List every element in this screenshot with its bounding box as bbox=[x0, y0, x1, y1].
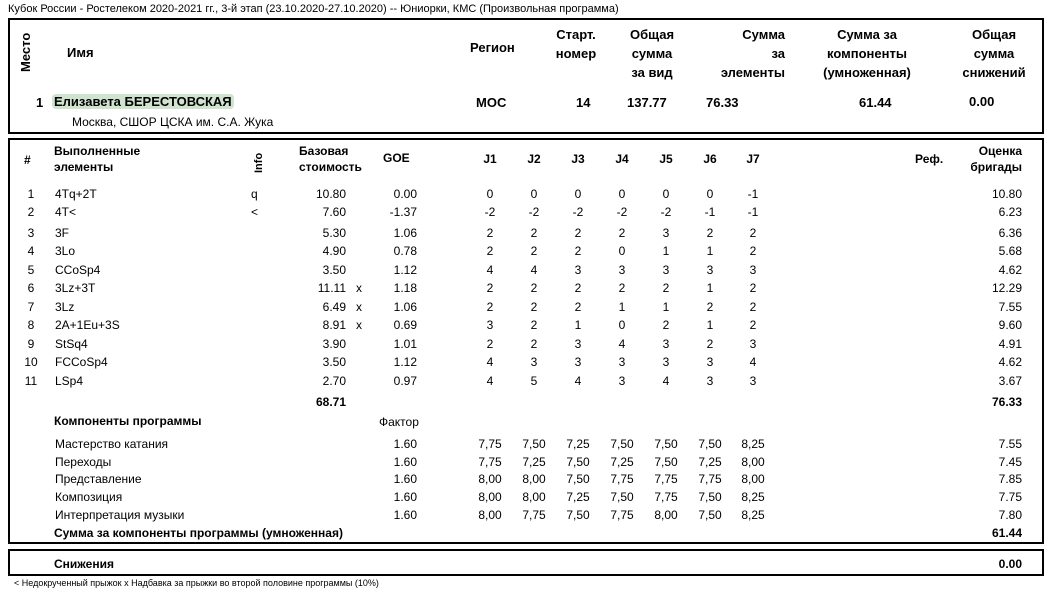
element-judge-2: 2 bbox=[530, 281, 538, 295]
element-code: 3Lo bbox=[55, 244, 76, 258]
component-judge-6: 7,75 bbox=[698, 472, 722, 486]
element-judge-3: 2 bbox=[574, 226, 582, 240]
component-judge-4: 7,50 bbox=[610, 490, 634, 504]
skater-elements-total: 76.33 bbox=[706, 95, 739, 110]
comp-header-line-2: компоненты bbox=[827, 46, 907, 61]
element-score: 4.62 bbox=[998, 355, 1022, 369]
element-base-value: 3.50 bbox=[322, 355, 346, 369]
element-number: 4 bbox=[27, 244, 35, 258]
element-judge-7: 3 bbox=[749, 337, 757, 351]
elem-header-line-3: элементы bbox=[720, 65, 785, 80]
element-goe: 1.12 bbox=[393, 355, 417, 369]
element-judge-6: 1 bbox=[706, 244, 714, 258]
elem-header-line-1: Сумма bbox=[742, 27, 785, 42]
element-number: 7 bbox=[27, 300, 35, 314]
element-judge-1: 2 bbox=[486, 281, 494, 295]
element-judge-3: 2 bbox=[574, 300, 582, 314]
component-judge-5: 7,75 bbox=[654, 490, 678, 504]
element-code: CCoSp4 bbox=[55, 263, 101, 277]
total-header-line-1: Общая bbox=[629, 27, 675, 42]
comp-header-line-1: Сумма за bbox=[837, 27, 897, 42]
element-judge-3: 2 bbox=[574, 281, 582, 295]
component-judge-5: 7,75 bbox=[654, 472, 678, 486]
element-judge-5: 0 bbox=[662, 187, 670, 201]
element-judge-5: -2 bbox=[660, 205, 672, 219]
element-row bbox=[0, 261, 1052, 279]
element-number: 6 bbox=[27, 281, 35, 295]
element-judge-3: 0 bbox=[574, 187, 582, 201]
component-judge-4: 7,25 bbox=[610, 455, 634, 469]
element-number: 8 bbox=[27, 318, 35, 332]
factor-label: Фактор bbox=[379, 415, 419, 429]
element-goe: 0.69 bbox=[393, 318, 417, 332]
element-base-value: 11.11 bbox=[317, 281, 346, 295]
judge-header-2: J2 bbox=[527, 152, 541, 166]
element-number: 2 bbox=[27, 205, 35, 219]
judge-header-7: J7 bbox=[746, 152, 760, 166]
component-judge-6: 7,50 bbox=[698, 508, 722, 522]
judge-header-5: J5 bbox=[659, 152, 673, 166]
element-base-value: 5.30 bbox=[322, 226, 346, 240]
element-goe: 1.12 bbox=[393, 263, 417, 277]
ded-header-line-2: сумма bbox=[973, 46, 1015, 61]
element-score: 6.23 bbox=[998, 205, 1022, 219]
element-judge-6: 2 bbox=[706, 226, 714, 240]
judge-header-3: J3 bbox=[571, 152, 585, 166]
element-code: 4T< bbox=[55, 205, 77, 219]
skater-first-name: Елизавета bbox=[54, 94, 121, 109]
component-judge-7: 8,25 bbox=[741, 508, 765, 522]
component-row bbox=[0, 435, 1052, 453]
element-base-value: 4.90 bbox=[322, 244, 346, 258]
element-goe: 0.78 bbox=[393, 244, 417, 258]
element-score: 6.36 bbox=[998, 226, 1022, 240]
elements-header-line-1: Выполненные bbox=[54, 144, 141, 158]
skater-club: Москва, СШОР ЦСКА им. С.А. Жука bbox=[72, 115, 274, 129]
element-judge-3: 3 bbox=[574, 355, 582, 369]
element-score: 4.62 bbox=[998, 263, 1022, 277]
referee-header: Реф. bbox=[915, 152, 944, 166]
component-judge-1: 8,00 bbox=[478, 490, 502, 504]
deductions-label: Снижения bbox=[54, 557, 114, 571]
score-total: 76.33 bbox=[991, 395, 1022, 409]
skater-place: 1 bbox=[36, 95, 44, 110]
element-judge-2: -2 bbox=[528, 205, 540, 219]
element-judge-3: 1 bbox=[574, 318, 582, 332]
element-goe: 1.06 bbox=[393, 300, 417, 314]
component-judge-3: 7,50 bbox=[566, 472, 590, 486]
element-judge-4: 3 bbox=[618, 374, 626, 388]
element-judge-7: 2 bbox=[749, 318, 757, 332]
component-score: 7.55 bbox=[998, 437, 1022, 451]
component-judge-6: 7,50 bbox=[698, 437, 722, 451]
element-judge-7: -1 bbox=[747, 187, 759, 201]
elements-header bbox=[54, 143, 140, 175]
element-judge-6: 2 bbox=[706, 300, 714, 314]
component-name: Композиция bbox=[55, 490, 123, 504]
element-judge-1: -2 bbox=[484, 205, 496, 219]
components-label: Компоненты программы bbox=[54, 414, 202, 428]
component-name: Переходы bbox=[55, 455, 112, 469]
component-factor: 1.60 bbox=[393, 472, 417, 486]
element-judge-1: 4 bbox=[486, 263, 494, 277]
goe-header: GOE bbox=[383, 151, 410, 165]
judge-header-6: J6 bbox=[703, 152, 717, 166]
ded-header-line-3: снижений bbox=[962, 65, 1026, 80]
component-judge-4: 7,50 bbox=[610, 437, 634, 451]
component-factor: 1.60 bbox=[393, 455, 417, 469]
element-judge-1: 0 bbox=[486, 187, 494, 201]
element-judge-3: 2 bbox=[574, 244, 582, 258]
component-name: Представление bbox=[55, 472, 142, 486]
component-factor: 1.60 bbox=[393, 508, 417, 522]
element-info: < bbox=[251, 205, 259, 219]
element-number: 9 bbox=[27, 337, 35, 351]
component-name: Интерпретация музыки bbox=[55, 508, 185, 522]
element-judge-7: 2 bbox=[749, 300, 757, 314]
start-number-header bbox=[546, 25, 606, 63]
skater-last-name: БЕРЕСТОВСКАЯ bbox=[124, 94, 232, 109]
element-number: 5 bbox=[27, 263, 35, 277]
element-judge-5: 1 bbox=[662, 300, 670, 314]
element-base-value: 8.91 bbox=[322, 318, 346, 332]
element-judge-7: 2 bbox=[749, 226, 757, 240]
element-judge-3: -2 bbox=[572, 205, 584, 219]
component-judge-5: 7,50 bbox=[654, 455, 678, 469]
element-bonus-mark: x bbox=[356, 318, 362, 332]
element-judge-4: 3 bbox=[618, 263, 626, 277]
total-header bbox=[622, 25, 682, 82]
element-number: 3 bbox=[27, 226, 35, 240]
element-code: 3Lz+3T bbox=[55, 281, 96, 295]
element-judge-3: 3 bbox=[574, 337, 582, 351]
element-judge-1: 2 bbox=[486, 337, 494, 351]
element-judge-5: 1 bbox=[662, 244, 670, 258]
components-sum-label: Сумма за компоненты программы (умноженная) bbox=[54, 526, 343, 540]
element-judge-5: 4 bbox=[662, 374, 670, 388]
component-judge-3: 7,50 bbox=[566, 455, 590, 469]
element-base-value: 6.49 bbox=[322, 300, 346, 314]
skater-components-total: 61.44 bbox=[859, 95, 892, 110]
panel-score-header bbox=[960, 143, 1022, 175]
score-header-line-2: бригады bbox=[970, 160, 1022, 174]
element-judge-4: 2 bbox=[618, 281, 626, 295]
element-score: 10.80 bbox=[991, 187, 1022, 201]
element-judge-7: 2 bbox=[749, 281, 757, 295]
element-judge-7: 2 bbox=[749, 244, 757, 258]
component-judge-1: 8,00 bbox=[478, 508, 502, 522]
component-score: 7.45 bbox=[998, 455, 1022, 469]
component-row bbox=[0, 488, 1052, 506]
element-judge-2: 0 bbox=[530, 187, 538, 201]
element-code: 3F bbox=[55, 226, 70, 240]
element-goe: 1.06 bbox=[393, 226, 417, 240]
element-goe: 0.97 bbox=[393, 374, 417, 388]
component-name: Мастерство катания bbox=[55, 437, 169, 451]
element-base-value: 3.90 bbox=[322, 337, 346, 351]
ded-header-line-1: Общая bbox=[971, 27, 1017, 42]
element-judge-2: 2 bbox=[530, 300, 538, 314]
footnote: < Недокрученный прыжок x Надбавка за прыжки во второй половине программы (10%) bbox=[14, 578, 379, 588]
element-judge-3: 3 bbox=[574, 263, 582, 277]
element-row bbox=[0, 372, 1052, 390]
total-header-line-2: сумма bbox=[631, 46, 673, 61]
element-judge-5: 3 bbox=[662, 263, 670, 277]
element-judge-5: 3 bbox=[662, 226, 670, 240]
element-bonus-mark: x bbox=[356, 300, 362, 314]
component-judge-5: 7,50 bbox=[654, 437, 678, 451]
elem-header-line-2: за bbox=[771, 46, 785, 61]
element-goe: 1.18 bbox=[393, 281, 417, 295]
element-number: 1 bbox=[27, 187, 35, 201]
element-code: FCCoSp4 bbox=[55, 355, 108, 369]
component-judge-7: 8,00 bbox=[741, 455, 765, 469]
element-score: 7.55 bbox=[998, 300, 1022, 314]
element-goe: 1.01 bbox=[393, 337, 417, 351]
component-score: 7.85 bbox=[998, 472, 1022, 486]
element-judge-5: 2 bbox=[662, 318, 670, 332]
component-row bbox=[0, 470, 1052, 488]
component-judge-2: 8,00 bbox=[522, 490, 546, 504]
start-header-line-2: номер bbox=[555, 46, 597, 61]
element-row bbox=[0, 298, 1052, 316]
base-header-line-1: Базовая bbox=[299, 144, 349, 158]
score-header-line-1: Оценка bbox=[978, 144, 1022, 158]
element-row bbox=[0, 224, 1052, 242]
element-goe: -1.37 bbox=[389, 205, 417, 219]
place-header: Место bbox=[18, 32, 33, 72]
component-factor: 1.60 bbox=[393, 437, 417, 451]
element-row bbox=[0, 316, 1052, 334]
element-judge-6: 1 bbox=[706, 281, 714, 295]
element-judge-2: 2 bbox=[530, 226, 538, 240]
element-base-value: 7.60 bbox=[322, 205, 346, 219]
element-judge-1: 2 bbox=[486, 226, 494, 240]
element-row bbox=[0, 185, 1052, 203]
info-header: Info bbox=[253, 152, 265, 173]
element-score: 5.68 bbox=[998, 244, 1022, 258]
element-judge-3: 4 bbox=[574, 374, 582, 388]
component-judge-2: 7,25 bbox=[522, 455, 546, 469]
base-value-header bbox=[299, 143, 362, 175]
component-judge-3: 7,25 bbox=[566, 437, 590, 451]
component-judge-3: 7,25 bbox=[566, 490, 590, 504]
event-title: Кубок России - Ростелеком 2020-2021 гг., 3-й этап (23.10.2020-27.10.2020) -- Юниорки, КМС (Произвольная программа) bbox=[8, 3, 619, 15]
element-judge-7: 4 bbox=[749, 355, 757, 369]
start-header-line-1: Старт. bbox=[556, 27, 596, 42]
base-total: 68.71 bbox=[315, 395, 346, 409]
judge-header-4: J4 bbox=[615, 152, 629, 166]
component-judge-6: 7,25 bbox=[698, 455, 722, 469]
components-sum-header bbox=[812, 25, 922, 82]
component-row bbox=[0, 506, 1052, 524]
element-judge-2: 4 bbox=[530, 263, 538, 277]
element-judge-4: -2 bbox=[616, 205, 628, 219]
component-judge-1: 8,00 bbox=[478, 472, 502, 486]
component-judge-7: 8,00 bbox=[741, 472, 765, 486]
element-judge-4: 0 bbox=[618, 187, 626, 201]
elements-header-line-2: элементы bbox=[54, 160, 114, 174]
element-base-value: 10.80 bbox=[315, 187, 346, 201]
element-goe: 0.00 bbox=[393, 187, 417, 201]
element-base-value: 2.70 bbox=[322, 374, 346, 388]
base-header-line-2: стоимость bbox=[299, 160, 362, 174]
element-row bbox=[0, 353, 1052, 371]
element-judge-1: 4 bbox=[486, 355, 494, 369]
skater-region: МОС bbox=[476, 95, 507, 110]
element-code: 2A+1Eu+3S bbox=[55, 318, 120, 332]
element-judge-6: 3 bbox=[706, 263, 714, 277]
element-row bbox=[0, 242, 1052, 260]
deductions-value: 0.00 bbox=[998, 557, 1022, 571]
element-code: 3Lz bbox=[55, 300, 75, 314]
element-judge-6: 3 bbox=[706, 374, 714, 388]
element-judge-6: 2 bbox=[706, 337, 714, 351]
component-judge-7: 8,25 bbox=[741, 490, 765, 504]
component-factor: 1.60 bbox=[393, 490, 417, 504]
element-judge-1: 3 bbox=[486, 318, 494, 332]
component-judge-7: 8,25 bbox=[741, 437, 765, 451]
skater-name bbox=[52, 94, 234, 109]
element-judge-7: 3 bbox=[749, 263, 757, 277]
element-judge-4: 2 bbox=[618, 226, 626, 240]
element-judge-5: 3 bbox=[662, 355, 670, 369]
component-judge-1: 7,75 bbox=[478, 455, 502, 469]
element-score: 4.91 bbox=[998, 337, 1022, 351]
element-row bbox=[0, 335, 1052, 353]
element-row bbox=[0, 203, 1052, 221]
element-judge-1: 4 bbox=[486, 374, 494, 388]
components-sum: 61.44 bbox=[991, 526, 1022, 540]
element-judge-6: -1 bbox=[704, 205, 716, 219]
element-score: 9.60 bbox=[998, 318, 1022, 332]
element-score: 3.67 bbox=[998, 374, 1022, 388]
component-judge-1: 7,75 bbox=[478, 437, 502, 451]
element-info: q bbox=[251, 187, 258, 201]
component-judge-4: 7,75 bbox=[610, 508, 634, 522]
element-judge-4: 1 bbox=[618, 300, 626, 314]
num-header: # bbox=[24, 153, 31, 167]
judge-header-1: J1 bbox=[483, 152, 497, 166]
region-header: Регион bbox=[470, 40, 515, 55]
element-code: StSq4 bbox=[55, 337, 88, 351]
element-judge-5: 3 bbox=[662, 337, 670, 351]
element-number: 11 bbox=[24, 374, 38, 388]
component-judge-2: 8,00 bbox=[522, 472, 546, 486]
skater-deductions: 0.00 bbox=[969, 94, 995, 109]
name-header: Имя bbox=[67, 45, 94, 60]
component-judge-2: 7,50 bbox=[522, 437, 546, 451]
element-judge-4: 0 bbox=[618, 244, 626, 258]
total-header-line-3: за вид bbox=[631, 65, 673, 80]
comp-header-line-3: (умноженная) bbox=[823, 65, 911, 80]
element-judge-2: 5 bbox=[530, 374, 538, 388]
deductions-box bbox=[8, 549, 1044, 576]
element-judge-4: 4 bbox=[618, 337, 626, 351]
element-judge-6: 3 bbox=[706, 355, 714, 369]
element-bonus-mark: x bbox=[356, 281, 362, 295]
component-score: 7.80 bbox=[998, 508, 1022, 522]
element-number: 10 bbox=[24, 355, 38, 369]
element-row bbox=[0, 279, 1052, 297]
element-judge-1: 2 bbox=[486, 244, 494, 258]
element-code: LSp4 bbox=[55, 374, 84, 388]
element-judge-2: 2 bbox=[530, 318, 538, 332]
element-judge-5: 2 bbox=[662, 281, 670, 295]
component-judge-5: 8,00 bbox=[654, 508, 678, 522]
element-judge-4: 0 bbox=[618, 318, 626, 332]
skater-total: 137.77 bbox=[627, 95, 667, 110]
element-score: 12.29 bbox=[991, 281, 1022, 295]
element-judge-2: 2 bbox=[530, 244, 538, 258]
element-judge-7: -1 bbox=[747, 205, 759, 219]
elements-sum-header bbox=[705, 25, 785, 82]
element-judge-2: 3 bbox=[530, 355, 538, 369]
deductions-sum-header bbox=[950, 25, 1038, 82]
element-judge-4: 3 bbox=[618, 355, 626, 369]
component-judge-4: 7,75 bbox=[610, 472, 634, 486]
element-judge-2: 2 bbox=[530, 337, 538, 351]
skater-start-number: 14 bbox=[576, 95, 591, 110]
component-row bbox=[0, 453, 1052, 471]
component-judge-6: 7,50 bbox=[698, 490, 722, 504]
element-judge-6: 1 bbox=[706, 318, 714, 332]
component-score: 7.75 bbox=[998, 490, 1022, 504]
component-judge-2: 7,75 bbox=[522, 508, 546, 522]
element-judge-6: 0 bbox=[706, 187, 714, 201]
element-base-value: 3.50 bbox=[322, 263, 346, 277]
element-judge-7: 3 bbox=[749, 374, 757, 388]
component-judge-3: 7,50 bbox=[566, 508, 590, 522]
element-judge-1: 2 bbox=[486, 300, 494, 314]
element-code: 4Tq+2T bbox=[55, 187, 97, 201]
